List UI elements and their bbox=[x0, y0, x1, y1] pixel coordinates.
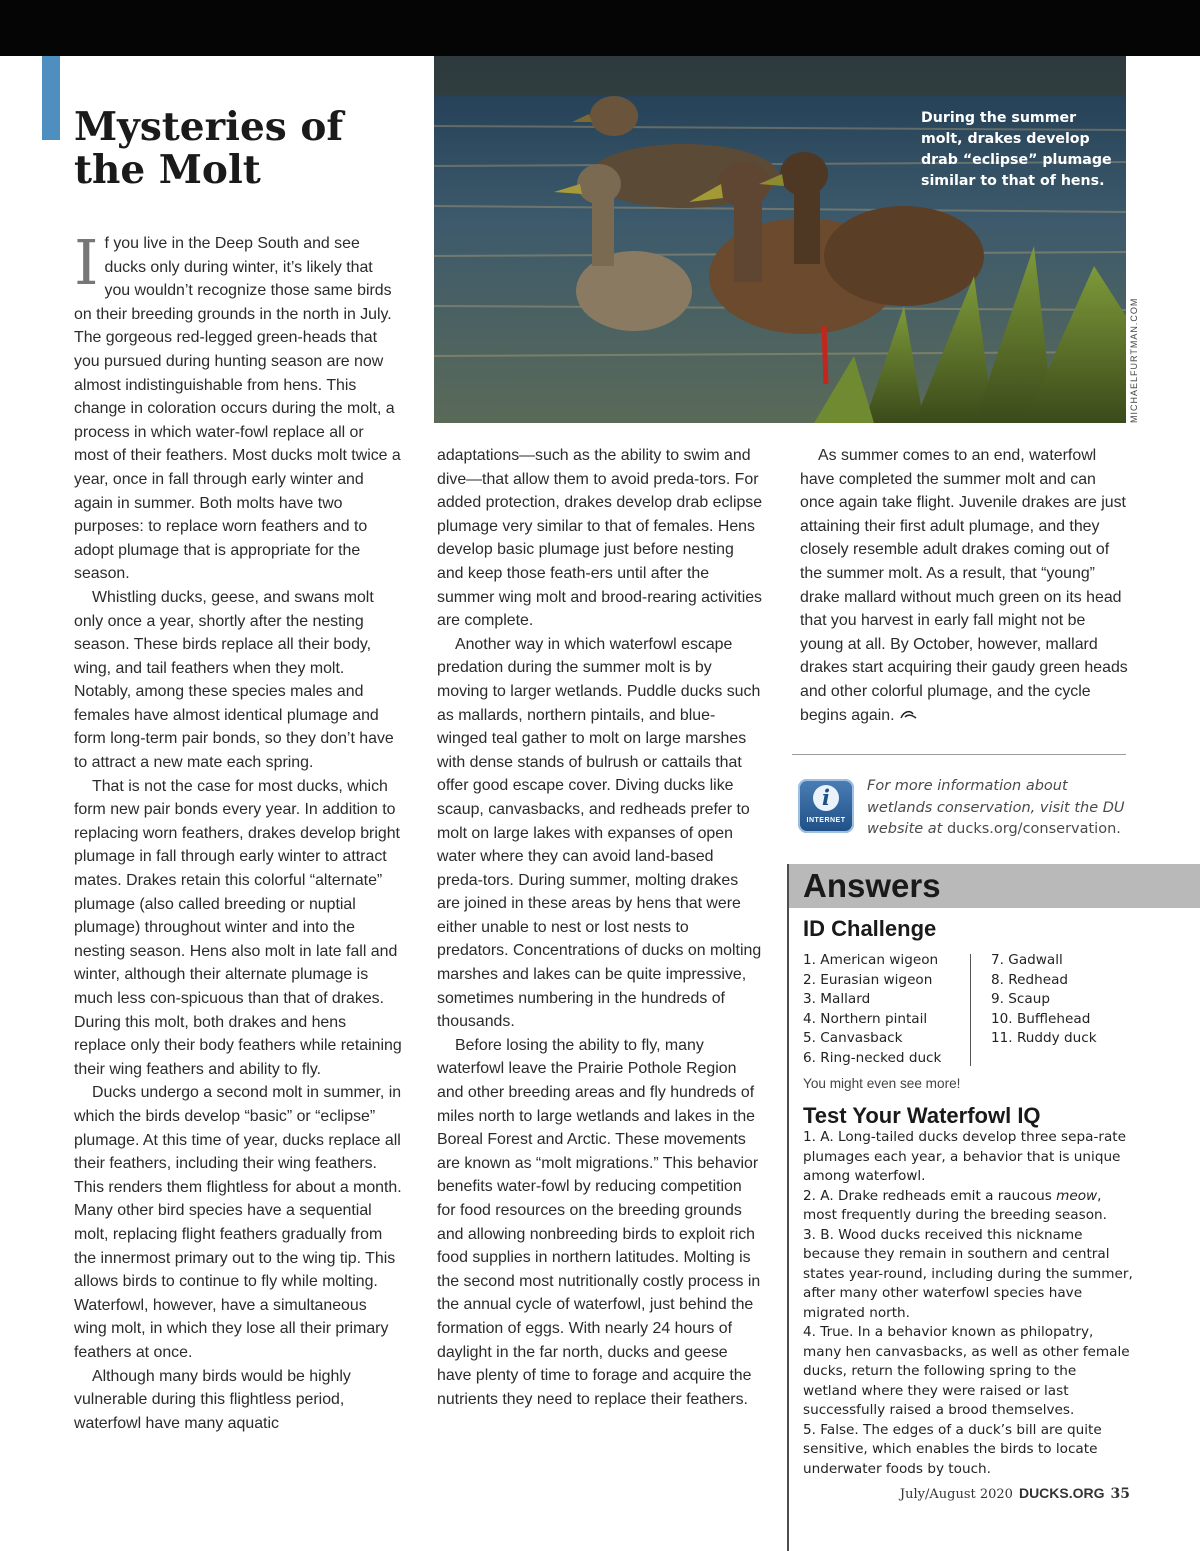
list-item: 4. Northern pintail bbox=[803, 1010, 928, 1027]
answers-title: Answers bbox=[803, 867, 941, 904]
paragraph: adaptations—such as the ability to swim and dive—that allow them to avoid preda-tors. For added protection, drakes develop drab eclipse plumage very similar to that of females. Hens develop basic plumage just before nesting and keep those feath-ers until after the summer wing molt and brood-rearing activities are complete. bbox=[437, 447, 763, 630]
article-title-line-1: Mysteries of bbox=[74, 104, 344, 150]
list-item: 6. Ring-necked duck bbox=[803, 1049, 942, 1066]
site-name: DUCKS.ORG bbox=[1018, 1485, 1105, 1501]
iq-answer-emphasis: meow bbox=[1056, 1187, 1098, 1204]
paragraph bbox=[800, 444, 1128, 727]
iq-answer: 5. False. The edges of a duck’s bill are quite sensitive, which enables the birds to locate underwater foods by touch. bbox=[803, 1421, 1102, 1477]
page-number: 35 bbox=[1110, 1486, 1130, 1502]
list-item: 7. Gadwall bbox=[991, 952, 1063, 968]
photo-credit: MICHAELFURTMAN.COM bbox=[1129, 297, 1139, 423]
iq-answer: 1. A. Long-tailed ducks develop three sepa-rate plumages each year, a behavior that is unique among waterfowl. bbox=[803, 1129, 1126, 1184]
id-challenge-list-left bbox=[803, 951, 968, 1068]
drop-cap: I bbox=[74, 226, 99, 299]
article-column-3 bbox=[800, 444, 1128, 727]
id-challenge-heading: ID Challenge bbox=[803, 916, 937, 941]
paragraph bbox=[74, 226, 402, 586]
photo-caption: During the summer molt, drakes develop drab “eclipse” plumage similar to that of hens. bbox=[921, 110, 1112, 189]
du-endmark-icon bbox=[899, 709, 917, 721]
info-icon-glyph: i bbox=[813, 785, 839, 811]
waterfowl-iq-heading: Test Your Waterfowl IQ bbox=[803, 1103, 1041, 1128]
paragraph: That is not the case for most ducks, which form new pair bonds every year. In addition to replacing worn feathers, drakes develop bright plumage in fall through early winter to attract mates. Drakes retain this colorful “alternate” plumage (also called breeding or nuptial plumage) throughout winter and into the nesting season. Hens also molt in late fall and winter, although their alternate plumage is much less con-spicuous than that of drakes. During this molt, both drakes and hens replace only their body feathers while retaining their wing feathers and ability to fly. bbox=[74, 777, 402, 1078]
title-accent-bar bbox=[42, 56, 60, 140]
iq-answer bbox=[803, 1187, 1133, 1226]
internet-info-icon[interactable] bbox=[798, 779, 854, 833]
article-title bbox=[74, 106, 414, 192]
paragraph: Whistling ducks, geese, and swans molt only once a year, shortly after the nesting season. These birds replace all their body, wing, and tail feathers when they molt. Notably, among these species males and females have almost identical plumage and form long-term pair bonds, so they don’t have to attract a new mate each spring. bbox=[74, 588, 394, 772]
id-challenge-note: You might even see more! bbox=[803, 1076, 961, 1091]
paragraph-text: As summer comes to an end, waterfowl have completed the summer molt and can once again take flight. Juvenile drakes are just attaining their first adult plumage, and they closely resemble adult drakes coming out of the summer molt. As a result, that “young” drake mallard without much green on its head that you harvest in early fall might not be young at all. By October, however, mallard drakes start acquiring their gaudy green heads and other colorful plumage, and the cycle begins again. bbox=[800, 447, 1128, 724]
paragraph: Ducks undergo a second molt in summer, in which the birds develop “basic” or “eclipse” plumage. At this time of year, ducks replace all their feathers, including their wing feathers. This renders them flightless for about a month. Many other bird species have a sequential molt, replacing flight feathers gradually from the innermost primary out to the wing tip. This allows birds to continue to fly while molting. Waterfowl, however, have a simultaneous wing molt, in which they lose all their primary feathers at once. bbox=[74, 1084, 402, 1361]
paragraph-text: f you live in the Deep South and see ducks only during winter, it’s likely that you wouldn’t recognize those same birds on their breeding grounds in the north in July. The gorgeous red-legged green-heads that you pursued during hunting season are now almost indistinguishable from hens. This change in coloration occurs during the molt, a process in which water-fowl replace all or most of their feathers. Most ducks molt twice a year, once in fall through early winter and again in summer. Both molts have two purposes: to replace worn feathers and to adopt plumage that is appropriate for the season. bbox=[74, 235, 401, 583]
list-item: 1. American wigeon bbox=[803, 952, 939, 968]
list-item: 11. Ruddy duck bbox=[991, 1030, 1097, 1046]
list-item: 10. Bufflehead bbox=[991, 1010, 1091, 1027]
answers-vertical-rule bbox=[787, 864, 789, 1551]
iq-answer-text: , most frequently during the breeding season. bbox=[803, 1187, 1107, 1223]
id-challenge-list-right bbox=[991, 951, 1131, 1049]
paragraph: Although many birds would be highly vulnerable during this flightless period, waterfowl have many aquatic bbox=[74, 1367, 351, 1432]
list-item: 8. Redhead bbox=[991, 971, 1069, 988]
list-item: 9. Scaup bbox=[991, 991, 1050, 1007]
info-text: For more information about wetlands conservation, visit the DU website at bbox=[867, 778, 1125, 837]
top-bar bbox=[0, 0, 1200, 56]
info-box-text bbox=[867, 776, 1129, 841]
page-footer bbox=[880, 1484, 1130, 1504]
paragraph: Another way in which waterfowl escape predation during the summer molt is by moving to larger wetlands. Puddle ducks such as mallards, northern pintails, and blue-winged teal gather to molt on large marshes with dense stands of bulrush or cattails that offer good escape cover. Diving ducks like scaup, canvasbacks, and redheads prefer to molt on large lakes with expanses of open water where they can avoid land-based preda-tors. During summer, molting drakes are joined in these areas by hens that were either unable to nest or lost nests to predators. Concentrations of ducks on molting marshes and lakes can be quite impressive, sometimes numbering in the hundreds of thousands. bbox=[437, 635, 762, 1031]
iq-answer-text: 2. A. Drake redheads emit a raucous bbox=[803, 1187, 1057, 1204]
article-title-line-2: the Molt bbox=[74, 147, 261, 193]
id-list-separator bbox=[970, 954, 971, 1066]
list-item: 5. Canvasback bbox=[803, 1030, 903, 1046]
list-item: 3. Mallard bbox=[803, 991, 871, 1007]
conservation-link[interactable]: ducks.org/conservation. bbox=[946, 821, 1121, 837]
iq-answer: 4. True. In a behavior known as philopatry, many hen canvasbacks, as well as other female ducks, return the following spring to the wetland where they were raised or last successfully raised a brood themselves. bbox=[803, 1324, 1130, 1418]
article-column-2 bbox=[437, 444, 763, 1411]
article-column-1 bbox=[74, 226, 402, 1435]
iq-answer: 3. B. Wood ducks received this nickname because they remain in southern and central states year-round, including during the summer, after many other waterfowl species have migrated north. bbox=[803, 1226, 1133, 1321]
divider bbox=[792, 754, 1126, 755]
waterfowl-iq-answers bbox=[803, 1128, 1133, 1479]
issue-date: July/August 2020 bbox=[899, 1487, 1013, 1502]
paragraph: Before losing the ability to fly, many waterfowl leave the Prairie Pothole Region and other breeding areas and fly hundreds of miles north to large wetlands and lakes in the Boreal Forest and Arctic. These movements are known as “molt migrations.” This behavior benefits water-fowl by reducing competition for food resources on the breeding grounds and allowing nonbreeding birds to exploit rich food supplies in northern latitudes. Molting is the second most nutritionally costly process in the annual cycle of waterfowl, just behind the formation of eggs. With nearly 24 hours of daylight in the far north, ducks and geese have plenty of time to forage and acquire the nutrients they need to replace their feathers. bbox=[437, 1036, 761, 1408]
list-item: 2. Eurasian wigeon bbox=[803, 971, 933, 988]
info-icon-label: INTERNET bbox=[806, 817, 846, 824]
